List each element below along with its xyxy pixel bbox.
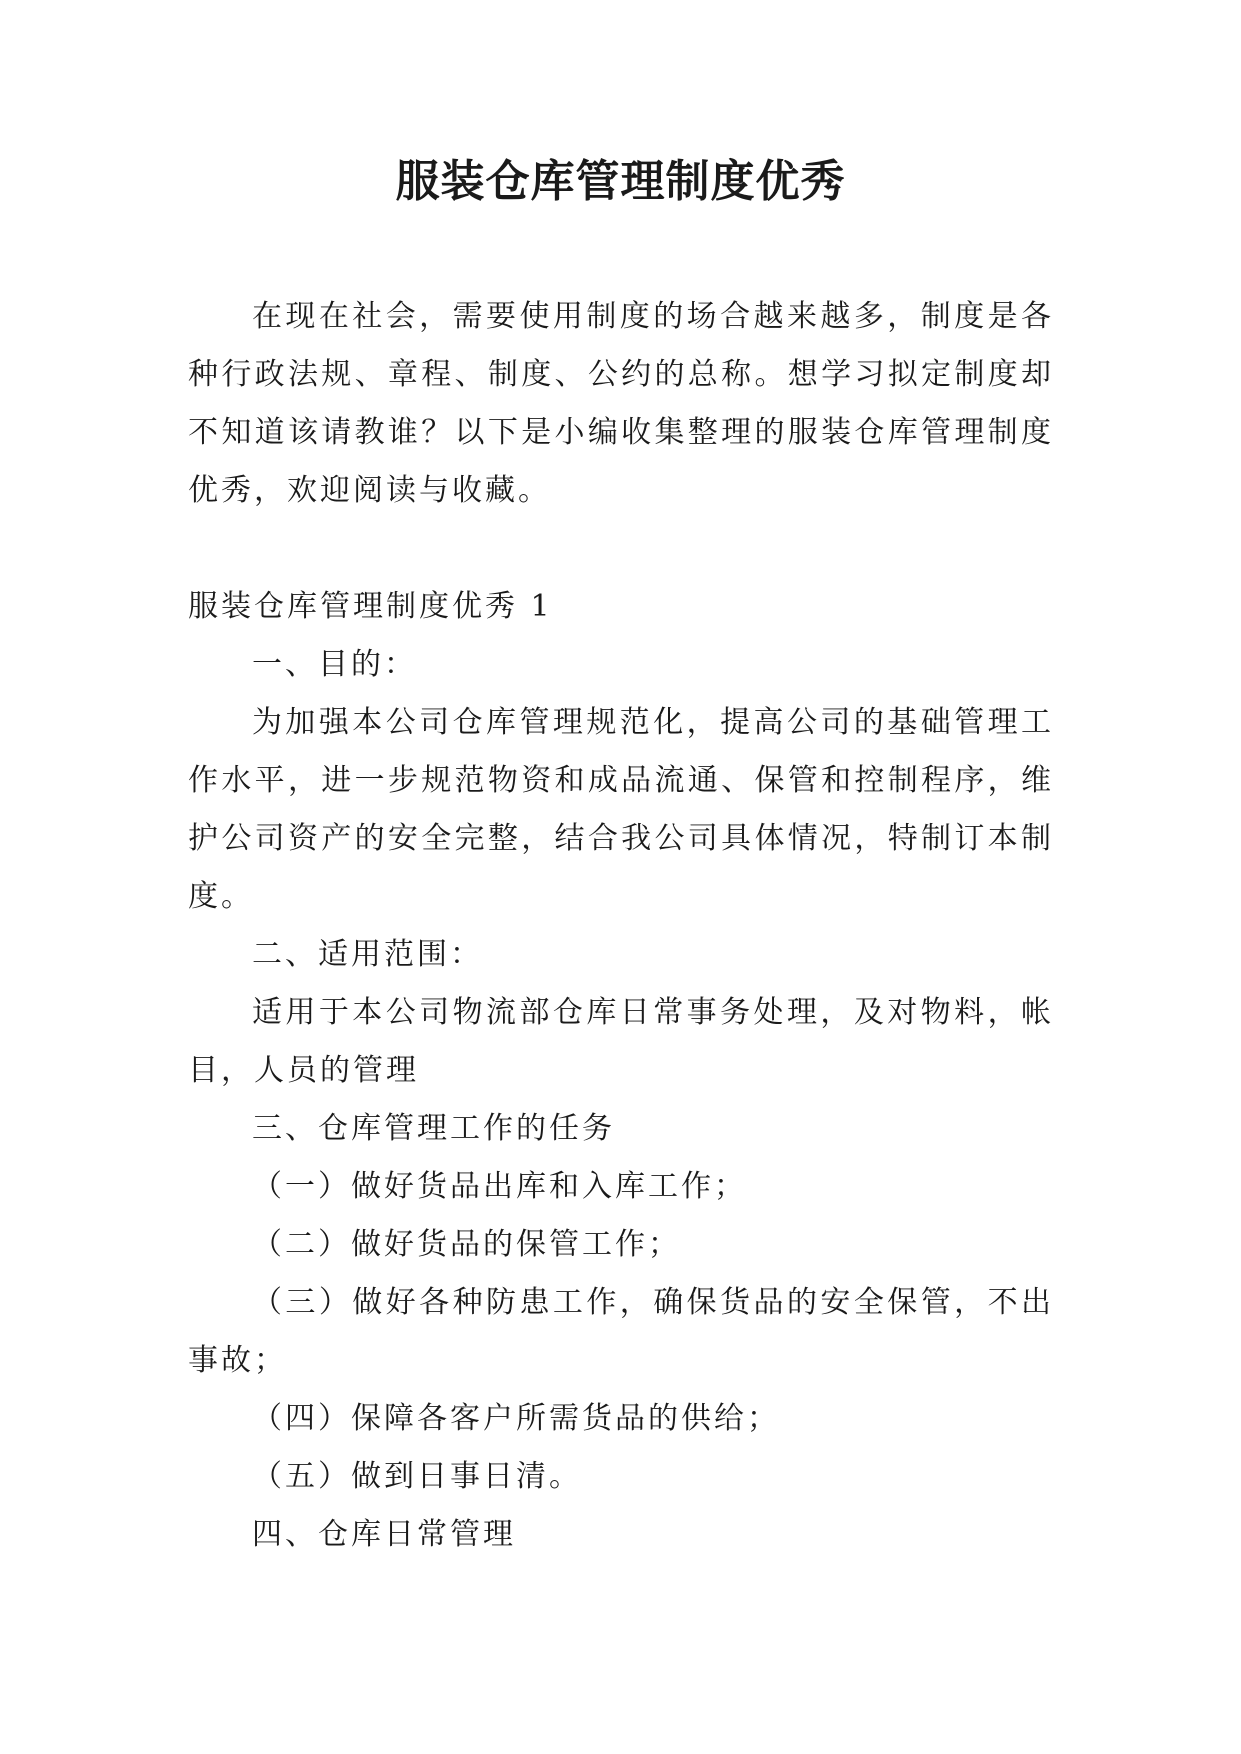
heading-daily-management: 四、仓库日常管理 (252, 1517, 516, 1552)
list-item: （四）保障各客户所需货品的供给； (252, 1401, 780, 1436)
document-body (188, 288, 1054, 1564)
paragraph-scope: 适用于本公司物流部仓库日常事务处理，及对物料，帐目，人员的管理 (188, 995, 1054, 1088)
list-item: （二）做好货品的保管工作； (252, 1227, 681, 1262)
heading-scope: 二、适用范围： (252, 937, 483, 972)
document-title: 服装仓库管理制度优秀 (395, 156, 846, 207)
heading-tasks: 三、仓库管理工作的任务 (252, 1111, 615, 1146)
list-item: （一）做好货品出库和入库工作； (252, 1169, 747, 1204)
section-heading: 服装仓库管理制度优秀 1 (188, 589, 553, 624)
intro-paragraph: 在现在社会，需要使用制度的场合越来越多，制度是各种行政法规、章程、制度、公约的总称。想学习拟定制度却不知道该请教谁？以下是小编收集整理的服装仓库管理制度优秀，欢迎阅读与收藏。 (188, 299, 1054, 508)
heading-purpose: 一、目的： (252, 647, 417, 682)
list-item: （五）做到日事日清。 (252, 1459, 582, 1494)
list-item: （三）做好各种防患工作，确保货品的安全保管，不出事故； (188, 1285, 1054, 1378)
paragraph-spacer (188, 520, 1054, 578)
paragraph-purpose: 为加强本公司仓库管理规范化，提高公司的基础管理工作水平，进一步规范物资和成品流通、保管和控制程序，维护公司资产的安全完整，结合我公司具体情况，特制订本制度。 (188, 705, 1054, 914)
